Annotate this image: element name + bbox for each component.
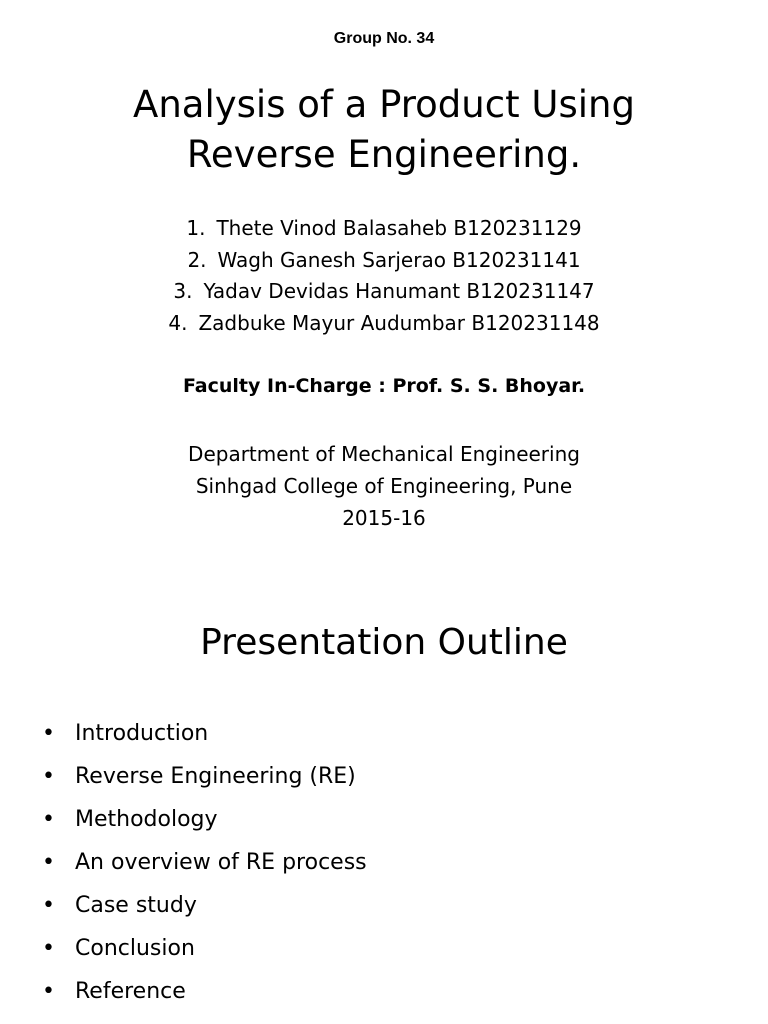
outline-item-label: Methodology: [75, 807, 218, 832]
member-item: [0, 308, 768, 340]
institution-block: [0, 438, 768, 534]
outline-item-label: Reference: [75, 979, 186, 1004]
outline-item: [42, 755, 367, 798]
bullet-icon: •: [42, 893, 55, 918]
member-item: [0, 213, 768, 245]
faculty-in-charge: Faculty In-Charge : Prof. S. S. Bhoyar.: [182, 375, 586, 397]
member-name: Zadbuke Mayur Audumbar B120231148: [198, 310, 600, 335]
outline-item-label: Case study: [75, 893, 197, 918]
outline-title: Presentation Outline: [200, 622, 568, 663]
member-number: 3.: [173, 279, 193, 303]
outline-list: [42, 712, 367, 1013]
bullet-icon: •: [42, 850, 55, 875]
member-number: 2.: [187, 247, 207, 272]
bullet-icon: •: [42, 979, 55, 1004]
member-number: 1.: [186, 216, 206, 240]
outline-item-label: An overview of RE process: [75, 850, 367, 875]
member-name: Yadav Devidas Hanumant B120231147: [203, 279, 595, 303]
member-name: Thete Vinod Balasaheb B120231129: [216, 216, 582, 240]
bullet-icon: •: [42, 721, 55, 746]
outline-item: [42, 712, 367, 755]
member-item: [0, 245, 768, 277]
outline-item: [42, 927, 367, 970]
outline-item: [42, 884, 367, 927]
bullet-icon: •: [42, 807, 55, 832]
member-number: 4.: [168, 310, 188, 335]
member-list: [0, 213, 768, 339]
title-line-2: Reverse Engineering.: [186, 133, 582, 176]
outline-item: [42, 841, 367, 884]
outline-item-label: Introduction: [75, 721, 209, 746]
bullet-icon: •: [42, 764, 55, 789]
member-name: Wagh Ganesh Sarjerao B120231141: [217, 247, 581, 272]
title-line-1: Analysis of a Product Using: [133, 83, 635, 126]
outline-slide: [0, 596, 768, 1024]
outline-item-label: Reverse Engineering (RE): [75, 764, 356, 789]
academic-year: 2015-16: [342, 506, 426, 530]
outline-item: [42, 970, 367, 1013]
bullet-icon: •: [42, 936, 55, 961]
member-item: [0, 276, 768, 308]
outline-item: [42, 798, 367, 841]
department-name: Department of Mechanical Engineering: [188, 442, 580, 466]
outline-item-label: Conclusion: [75, 936, 195, 961]
college-name: Sinhgad College of Engineering, Pune: [195, 474, 573, 498]
group-number: Group No. 34: [333, 30, 435, 47]
main-title: [0, 80, 768, 180]
